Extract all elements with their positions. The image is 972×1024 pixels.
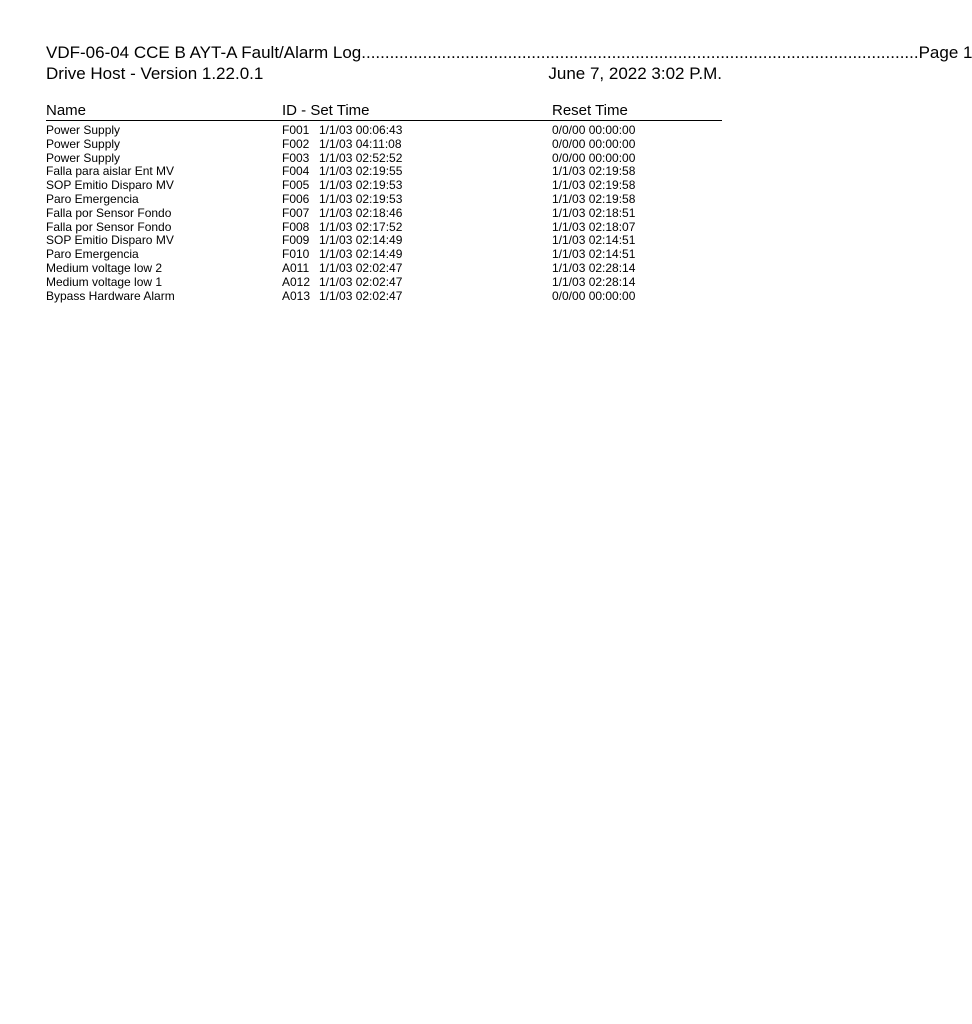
- log-row: [46, 179, 722, 193]
- set-time: 1/1/03 02:19:53: [319, 191, 403, 206]
- fault-name: Bypass Hardware Alarm: [46, 288, 175, 303]
- reset-time: 1/1/03 02:14:51: [552, 233, 636, 248]
- fault-name: Medium voltage low 1: [46, 274, 163, 289]
- log-row: [46, 276, 722, 290]
- set-time: 1/1/03 04:11:08: [319, 136, 402, 151]
- set-time: 1/1/03 02:18:46: [319, 205, 403, 220]
- column-header-id-set-time: ID - Set Time: [282, 102, 370, 119]
- reset-time: 1/1/03 02:18:07: [552, 219, 636, 234]
- report-title: VDF-06-04 CCE B AYT-A Fault/Alarm Log: [46, 43, 362, 62]
- reset-time: 1/1/03 02:28:14: [552, 260, 636, 275]
- fault-name: Paro Emergencia: [46, 191, 139, 206]
- fault-name: SOP Emitio Disparo MV: [46, 233, 174, 248]
- set-time: 1/1/03 02:17:52: [319, 219, 403, 234]
- set-time: 1/1/03 02:02:47: [319, 260, 403, 275]
- reset-time: 1/1/03 02:14:51: [552, 247, 636, 262]
- log-row: [46, 124, 722, 138]
- log-row: [46, 262, 722, 276]
- report-date-time: June 7, 2022 3:02 P.M.: [548, 64, 722, 83]
- set-time: 1/1/03 02:19:55: [319, 164, 403, 179]
- fault-id: A011: [282, 260, 310, 275]
- log-row: [46, 207, 722, 221]
- page-number: Page 1: [918, 43, 972, 62]
- fault-name: Power Supply: [46, 136, 121, 151]
- fault-name: Paro Emergencia: [46, 247, 139, 262]
- reset-time: 0/0/00 00:00:00: [552, 288, 636, 303]
- reset-time: 1/1/03 02:19:58: [552, 164, 636, 179]
- fault-id: F001: [282, 123, 310, 137]
- fault-name: Power Supply: [46, 150, 121, 165]
- fault-name: Falla por Sensor Fondo: [46, 219, 172, 234]
- set-time: 1/1/03 02:02:47: [319, 288, 403, 303]
- fault-name: Falla por Sensor Fondo: [46, 205, 172, 220]
- fault-id: F007: [282, 205, 310, 220]
- set-time: 1/1/03 02:52:52: [319, 150, 403, 165]
- set-time: 1/1/03 02:19:53: [319, 178, 403, 193]
- fault-id: F005: [282, 178, 310, 193]
- fault-name: Falla para aislar Ent MV: [46, 164, 175, 179]
- column-header-name: Name: [46, 102, 87, 119]
- report-page: [46, 42, 972, 303]
- fault-name: SOP Emitio Disparo MV: [46, 178, 174, 193]
- fault-name: Medium voltage low 2: [46, 260, 163, 275]
- log-row: [46, 152, 722, 166]
- fault-id: F010: [282, 247, 310, 262]
- log-row: [46, 138, 722, 152]
- set-time: 1/1/03 02:14:49: [319, 233, 403, 248]
- reset-time: 1/1/03 02:19:58: [552, 191, 636, 206]
- fault-id: F003: [282, 150, 310, 165]
- log-row: [46, 248, 722, 262]
- reset-time: 1/1/03 02:19:58: [552, 178, 636, 193]
- log-row: [46, 165, 722, 179]
- fault-id: A012: [282, 274, 311, 289]
- set-time: 1/1/03 02:02:47: [319, 274, 403, 289]
- fault-id: F009: [282, 233, 310, 248]
- fault-id: F006: [282, 191, 310, 206]
- dot-leader: ......................................................................................................................: [361, 43, 919, 62]
- fault-name: Power Supply: [46, 123, 121, 137]
- report-header-line-1: [46, 42, 972, 63]
- log-table-body: [46, 124, 722, 303]
- log-row: [46, 290, 722, 304]
- report-header-line-2: [46, 63, 722, 84]
- log-row: [46, 193, 722, 207]
- reset-time: 1/1/03 02:28:14: [552, 274, 636, 289]
- reset-time: 1/1/03 02:18:51: [552, 205, 636, 220]
- column-header-reset-time: Reset Time: [552, 102, 628, 119]
- log-row: [46, 221, 722, 235]
- fault-id: F004: [282, 164, 310, 179]
- fault-id: A013: [282, 288, 311, 303]
- reset-time: 0/0/00 00:00:00: [552, 123, 636, 137]
- fault-id: F002: [282, 136, 310, 151]
- set-time: 1/1/03 02:14:49: [319, 247, 403, 262]
- set-time: 1/1/03 00:06:43: [319, 123, 403, 137]
- column-headers: [46, 102, 722, 121]
- reset-time: 0/0/00 00:00:00: [552, 150, 636, 165]
- host-version: Drive Host - Version 1.22.0.1: [46, 64, 264, 83]
- log-row: [46, 234, 722, 248]
- fault-id: F008: [282, 219, 310, 234]
- reset-time: 0/0/00 00:00:00: [552, 136, 636, 151]
